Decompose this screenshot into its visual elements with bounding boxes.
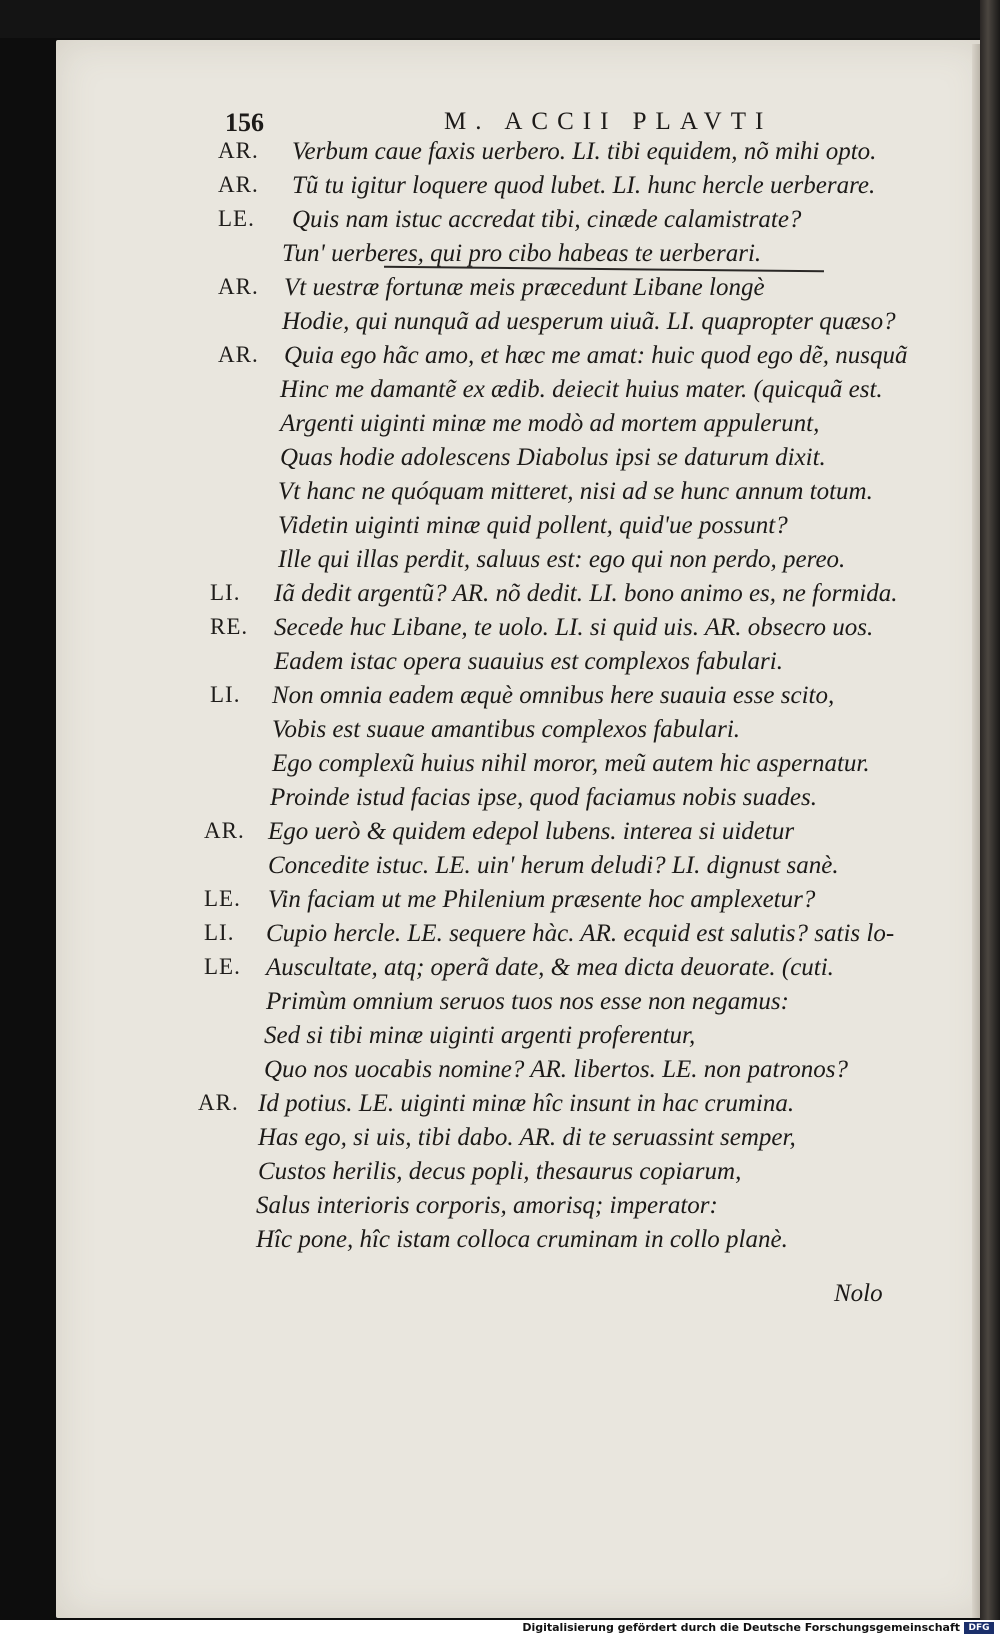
text-line: [0, 410, 1000, 444]
speaker-label: LI.: [204, 920, 235, 945]
speaker-label: LI.: [210, 682, 241, 707]
line-text: Proinde istud facias ipse, quod faciamus nobis suades.: [270, 784, 817, 811]
text-line: [0, 886, 1000, 920]
text-line: [0, 172, 1000, 206]
line-text: Vt uestræ fortunæ meis præcedunt Libane longè: [284, 274, 765, 301]
speaker-label: RE.: [210, 614, 249, 639]
line-text: Iã dedit argentũ? AR. nõ dedit. LI. bono animo es, ne formida.: [274, 580, 898, 607]
text-line: [0, 1158, 1000, 1192]
line-text: Hîc pone, hîc istam colloca cruminam in collo planè.: [256, 1226, 788, 1253]
line-text: Tũ tu igitur loquere quod lubet. LI. hunc hercle uerberare.: [292, 172, 876, 199]
catchword: Nolo: [834, 1280, 883, 1307]
line-text: Eadem istac opera suauius est complexos fabulari.: [274, 648, 783, 675]
line-text: Salus interioris corporis, amorisq; imperator:: [256, 1192, 718, 1219]
text-line: [0, 444, 1000, 478]
text-line: [0, 614, 1000, 648]
text-line: [0, 1022, 1000, 1056]
line-text: Hodie, qui nunquã ad uesperum uiuã. LI. quapropter quæso?: [282, 308, 896, 335]
text-line: [0, 954, 1000, 988]
text-line: [0, 1226, 1000, 1260]
speaker-label: AR.: [218, 342, 259, 367]
text-line: [0, 784, 1000, 818]
line-text: Primùm omnium seruos tuos nos esse non negamus:: [266, 988, 789, 1015]
line-text: Vin faciam ut me Philenium præsente hoc amplexetur?: [268, 886, 816, 913]
text-line: [0, 648, 1000, 682]
line-text: Ego complexũ huius nihil moror, meũ autem hic aspernatur.: [272, 750, 870, 777]
text-line: [0, 716, 1000, 750]
running-title: M. ACCII PLAVTI: [444, 108, 773, 135]
text-line: [0, 308, 1000, 342]
line-text: Quis nam istuc accredat tibi, cinæde calamistrate?: [292, 206, 802, 233]
line-text: Auscultate, atq; operã date, & mea dicta deuorate. (cuti.: [266, 954, 834, 981]
line-text: Videtin uiginti minæ quid pollent, quid'ue possunt?: [278, 512, 788, 539]
text-line: [0, 920, 1000, 954]
line-text: Hinc me damantẽ ex ædib. deiecit huius mater. (quicquã est.: [280, 376, 883, 403]
text-line: [0, 1124, 1000, 1158]
text-line: [0, 546, 1000, 580]
text-line: [0, 1090, 1000, 1124]
text-line: [0, 682, 1000, 716]
text-line: [0, 580, 1000, 614]
line-text: Verbum caue faxis uerbero. LI. tibi equidem, nõ mihi opto.: [292, 138, 877, 165]
page-number: 156: [225, 108, 264, 137]
line-text: Tun' uerberes, qui pro cibo habeas te uerberari.: [282, 240, 762, 267]
text-line: [0, 818, 1000, 852]
text-line: [0, 138, 1000, 172]
line-text: Ille qui illas perdit, saluus est: ego qui non perdo, pereo.: [278, 546, 846, 573]
text-line: [0, 376, 1000, 410]
speaker-label: AR.: [218, 138, 259, 163]
speaker-label: AR.: [218, 172, 259, 197]
speaker-label: LE.: [218, 206, 255, 231]
line-text: Quia ego hãc amo, et hæc me amat: huic quod ego dẽ, nusquã: [284, 342, 908, 369]
speaker-label: AR.: [204, 818, 245, 843]
line-text: Quo nos uocabis nomine? AR. libertos. LE. non patronos?: [264, 1056, 849, 1083]
line-text: Custos herilis, decus popli, thesaurus copiarum,: [258, 1158, 742, 1185]
speaker-label: LE.: [204, 886, 241, 911]
line-text: Vt hanc ne quóquam mitteret, nisi ad se hunc annum totum.: [278, 478, 873, 505]
text-line: [0, 988, 1000, 1022]
line-text: Id potius. LE. uiginti minæ hîc insunt in hac crumina.: [258, 1090, 795, 1117]
line-text: Ego uerò & quidem edepol lubens. interea si uidetur: [268, 818, 795, 845]
speaker-label: LI.: [210, 580, 241, 605]
line-text: Cupio hercle. LE. sequere hàc. AR. ecquid est salutis? satis lo-: [266, 920, 895, 947]
line-text: Argenti uiginti minæ me modò ad mortem appulerunt,: [280, 410, 820, 437]
text-line: [0, 1192, 1000, 1226]
dfg-logo: DFG: [964, 1622, 994, 1634]
line-text: Sed si tibi minæ uiginti argenti proferentur,: [264, 1022, 696, 1049]
funding-credit: Digitalisierung gefördert durch die Deutsche Forschungsgemeinschaft: [522, 1621, 960, 1634]
text-line: [0, 852, 1000, 886]
line-text: Concedite istuc. LE. uin' herum deludi? LI. dignust sanè.: [268, 852, 839, 879]
text-line: [0, 478, 1000, 512]
text-line: [0, 274, 1000, 308]
speaker-label: LE.: [204, 954, 241, 979]
speaker-label: AR.: [198, 1090, 239, 1115]
text-line: [0, 750, 1000, 784]
text-line: [0, 206, 1000, 240]
line-text: Quas hodie adolescens Diabolus ipsi se daturum dixit.: [280, 444, 826, 471]
text-line: [0, 512, 1000, 546]
line-text: Non omnia eadem æquè omnibus here suauia esse scito,: [272, 682, 835, 709]
text-line: [0, 1056, 1000, 1090]
line-text: Has ego, si uis, tibi dabo. AR. di te seruassint semper,: [258, 1124, 796, 1151]
line-text: Vobis est suaue amantibus complexos fabulari.: [272, 716, 741, 743]
text-line: [0, 342, 1000, 376]
line-text: Secede huc Libane, te uolo. LI. si quid uis. AR. obsecro uos.: [274, 614, 874, 641]
speaker-label: AR.: [218, 274, 259, 299]
